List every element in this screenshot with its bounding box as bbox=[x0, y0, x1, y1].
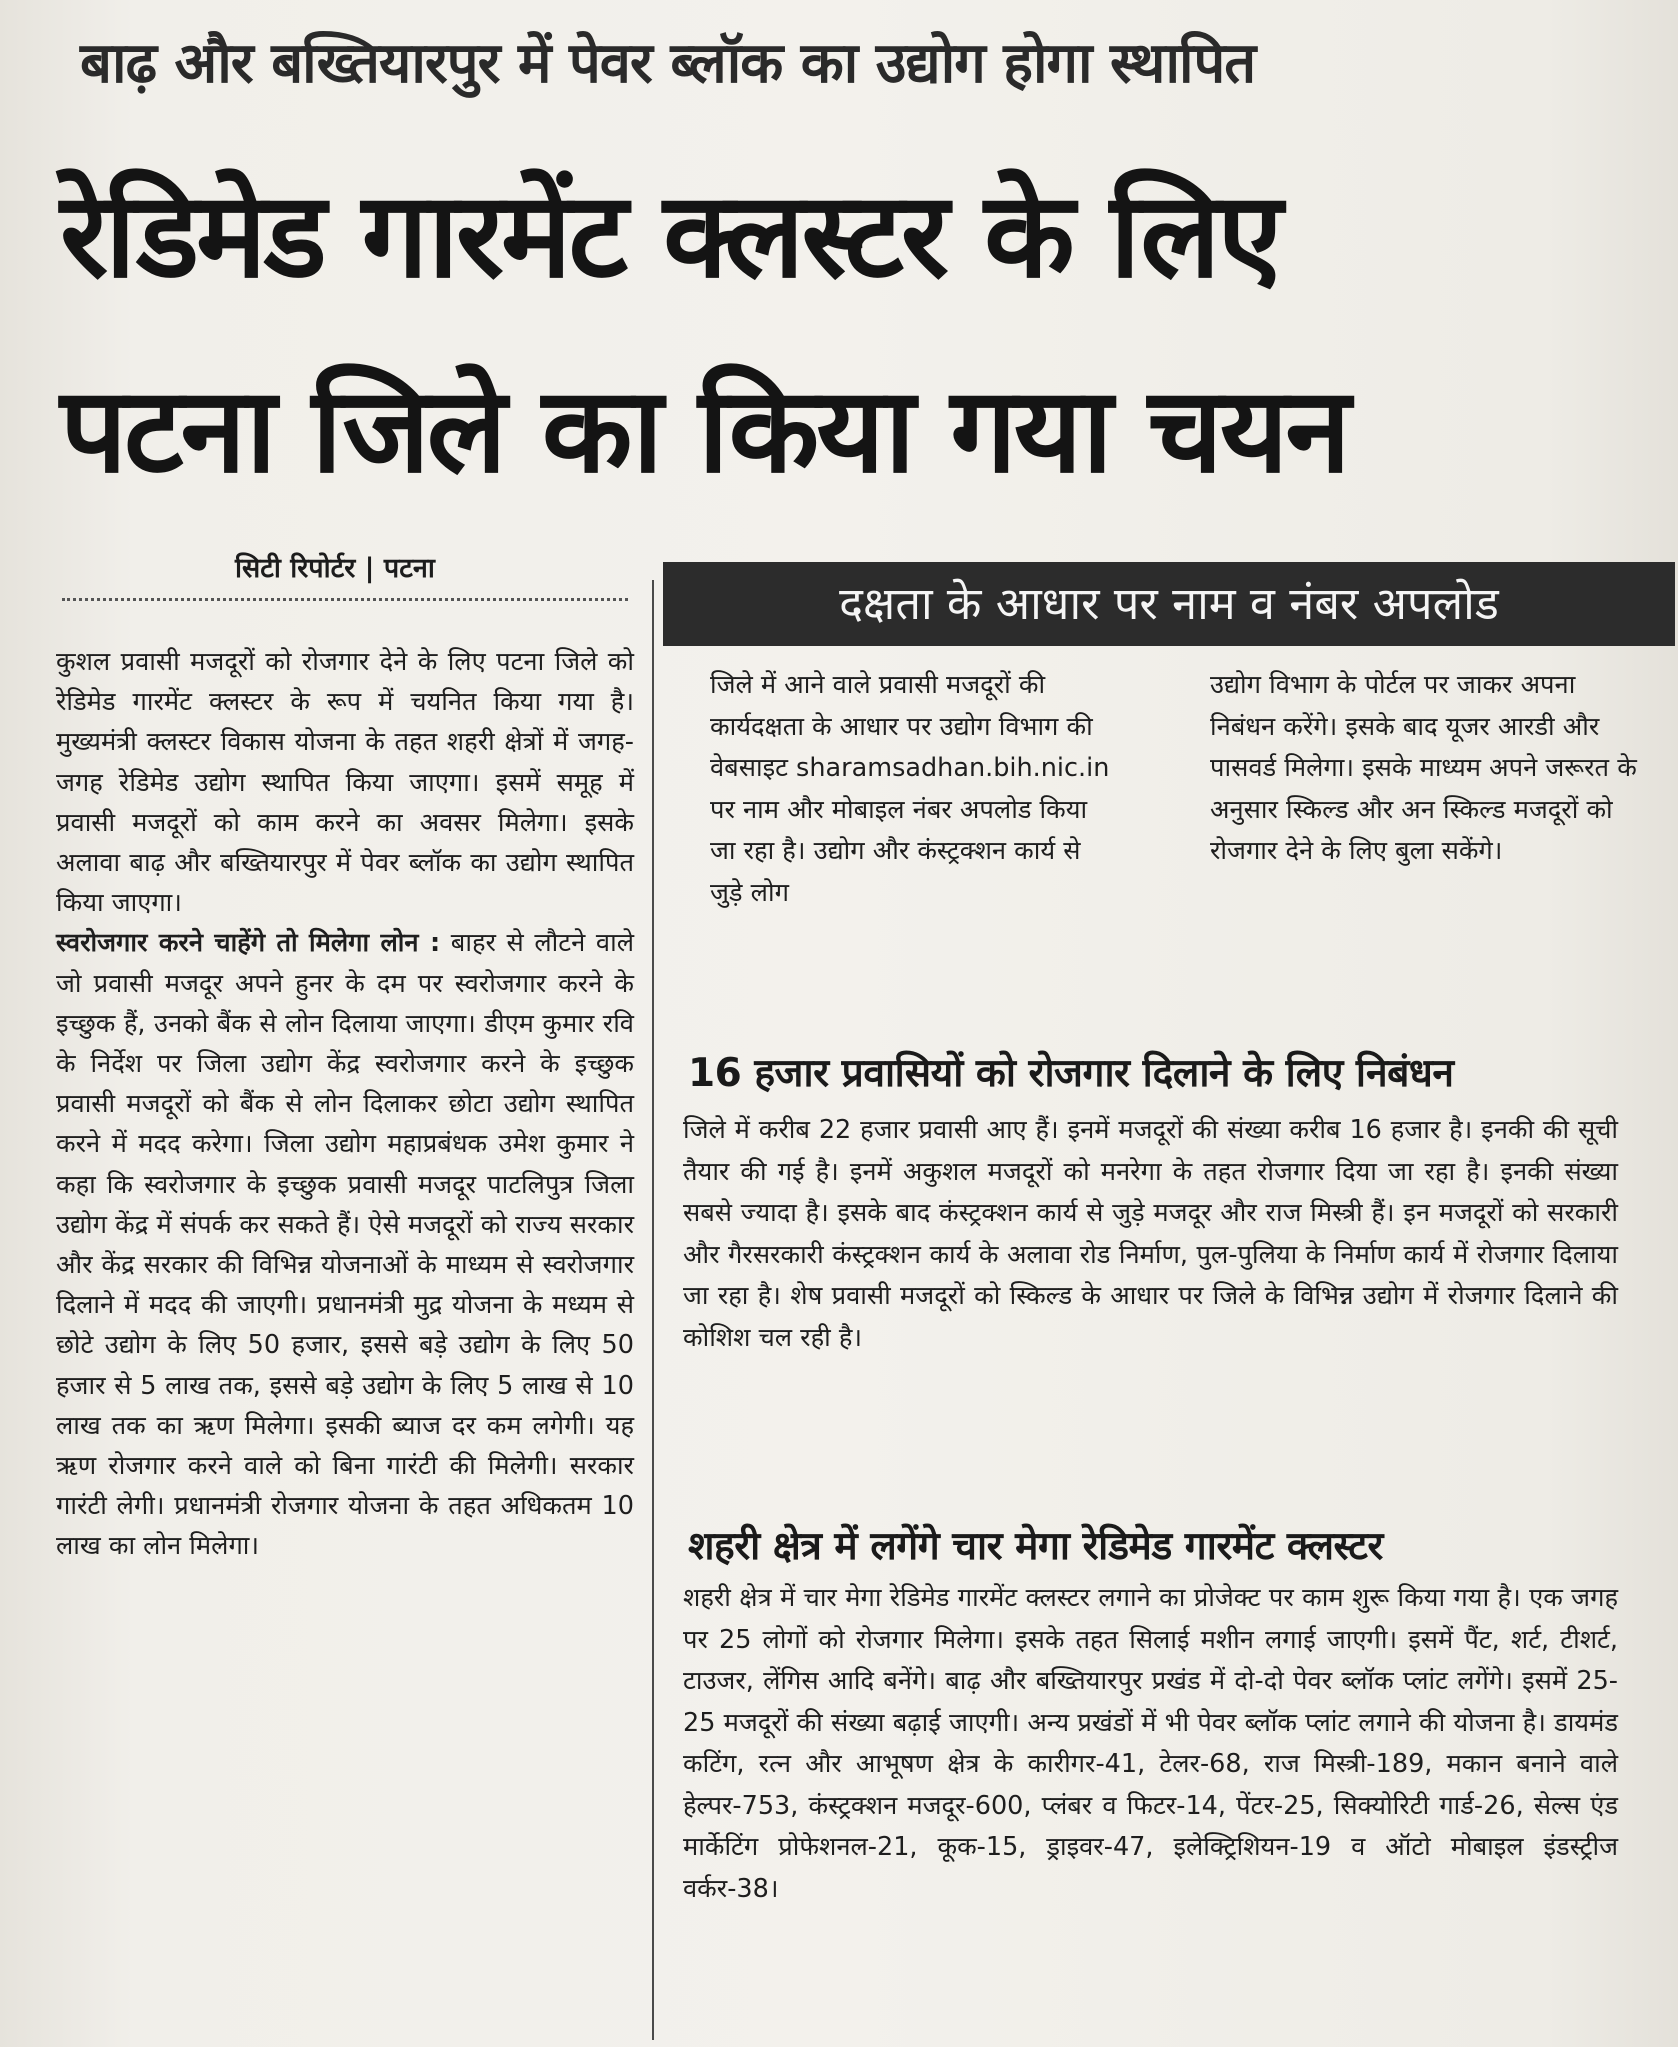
box-column-2: उद्योग विभाग के पोर्टल पर जाकर अपना निबंधन करेंगे। इसके बाद यूजर आरडी और पासवर्ड मिलेगा। इसके माध्यम अपने जरूरत के अनुसार स्किल्ड और अन स्किल्ड मजदूरों को रोजगार देने के लिए बुला सकेंगे। bbox=[1210, 670, 1637, 866]
box-banner-heading: दक्षता के आधार पर नाम व नंबर अपलोड bbox=[663, 562, 1675, 646]
loan-paragraph-text: बाहर से लौटने वाले जो प्रवासी मजदूर अपने हुनर के दम पर स्वरोजगार करने के इच्छुक हैं, उनको बैंक से लोन दिलाया जाएगा। डीएम कुमार रवि के निर्देश पर जिला उद्योग केंद्र स्वरोजगार करने के इच्छुक प्रवासी मजदूरों को बैंक से लोन दिलाकर छोटा उद्योग स्थापित करने में मदद करेगा। जिला उद्योग महाप्रबंधक उमेश कुमार ने कहा कि स्वरोजगार के इच्छुक प्रवासी मजदूर पाटलिपुत्र जिला उद्योग केंद्र में संपर्क कर सकते हैं। ऐसे मजदूरों को राज्य सरकार और केंद्र सरकार की विभिन्न योजनाओं के माध्यम से स्वरोजगार दिलाने में मदद की जाएगी। प्रधानमंत्री मुद्र योजना के मध्यम से छोटे उद्योग के लिए 50 हजार, इससे बड़े उद्योग के लिए 50 हजार से 5 लाख तक, इससे बड़े उद्योग के लिए 5 लाख से 10 लाख तक का ऋण मिलेगा। इसकी ब्याज दर कम लगेगी। यह ऋण रोजगार करने वाले को बिना गारंटी की मिलेगी। सरकार गारंटी लेगी। प्रधानमंत्री रोजगार योजना के तहत अधिकतम 10 लाख का लोन मिलेगा। bbox=[56, 928, 634, 1562]
box-column-1: जिले में आने वाले प्रवासी मजदूरों की कार्यदक्षता के आधार पर उद्योग विभाग की वेबसाइट sharamsadhan.bih.nic.in पर नाम और मोबाइल नंबर अपलोड किया जा रहा है। उद्योग और कंस्ट्रक्शन कार्य से जुड़े लोग bbox=[710, 670, 1110, 908]
registration-section-body: जिले में करीब 22 हजार प्रवासी आए हैं। इनमें मजदूरों की संख्या करीब 16 हजार है। इनकी की सूची तैयार की गई है। इनमें अकुशल मजदूरों को मनरेगा के तहत रोजगार दिया जा रहा है। इनकी संख्या सबसे ज्यादा है। इसके बाद कंस्ट्रक्शन कार्य से जुड़े मजदूर और राज मिस्त्री हैं। इन मजदूरों को सरकारी और गैरसरकारी कंस्ट्रक्शन कार्य के अलावा रोड निर्माण, पुल-पुलिया के निर्माण कार्य में रोजगार दिलाया जा रहा है। शेष प्रवासी मजदूरों को स्किल्ड के आधार पर जिले के विभिन्न उद्योग में रोजगार दिलाने की कोशिश चल रही है। bbox=[683, 1115, 1618, 1353]
column-divider bbox=[652, 580, 654, 2040]
main-headline-line-1: रेडिमेड गारमेंट क्लस्टर के लिए bbox=[60, 166, 1280, 304]
left-column bbox=[56, 642, 634, 1567]
garment-cluster-section-heading: शहरी क्षेत्र में लगेंगे चार मेगा रेडिमेड गारमेंट क्लस्टर bbox=[688, 1524, 1383, 1569]
loan-subhead: स्वरोजगार करने चाहेंगे तो मिलेगा लोन : bbox=[56, 928, 441, 959]
loan-paragraph bbox=[56, 923, 634, 1566]
kicker-headline: बाढ़ और बख्तियारपुर में पेवर ब्लॉक का उद्योग होगा स्थापित bbox=[80, 31, 1256, 96]
byline: सिटी रिपोर्टर | पटना bbox=[235, 553, 435, 584]
byline-divider bbox=[62, 598, 628, 601]
intro-paragraph: कुशल प्रवासी मजदूरों को रोजगार देने के लिए पटना जिले को रेडिमेड गारमेंट क्लस्टर के रूप में चयनित किया गया है। मुख्यमंत्री क्लस्टर विकास योजना के तहत शहरी क्षेत्रों में जगह-जगह रेडिमेड उद्योग स्थापित किया जाएगा। इसमें समूह में प्रवासी मजदूरों को काम करने का अवसर मिलेगा। इसके अलावा बाढ़ और बख्तियारपुर में पेवर ब्लॉक का उद्योग स्थापित किया जाएगा। bbox=[56, 647, 634, 919]
garment-cluster-section-body: शहरी क्षेत्र में चार मेगा रेडिमेड गारमेंट क्लस्टर लगाने का प्रोजेक्ट पर काम शुरू किया गया है। एक जगह पर 25 लोगों को रोजगार मिलेगा। इसके तहत सिलाई मशीन लगाई जाएगी। इसमें पैंट, शर्ट, टीशर्ट, टाउजर, लेंगिस आदि बनेंगे। बाढ़ और बख्तियारपुर प्रखंड में दो-दो पेवर ब्लॉक प्लांट लगेंगे। इसमें 25-25 मजदूरों की संख्या बढ़ाई जाएगी। अन्य प्रखंडों में भी पेवर ब्लॉक प्लांट लगाने की योजना है। डायमंड कटिंग, रत्न और आभूषण क्षेत्र के कारीगर-41, टेलर-68, राज मिस्त्री-189, मकान बनाने वाले हेल्पर-753, कंस्ट्रक्शन मजदूर-600, प्लंबर व फिटर-14, पेंटर-25, सिक्योरिटी गार्ड-26, सेल्स एंड मार्केटिंग प्रोफेशनल-21, कूक-15, ड्राइवर-47, इलेक्ट्रिशियन-19 व ऑटो मोबाइल इंडस्ट्रीज वर्कर-38। bbox=[683, 1583, 1618, 1904]
registration-section-heading: 16 हजार प्रवासियों को रोजगार दिलाने के लिए निबंधन bbox=[688, 1051, 1454, 1096]
main-headline-line-2: पटना जिले का किया गया चयन bbox=[60, 361, 1348, 499]
